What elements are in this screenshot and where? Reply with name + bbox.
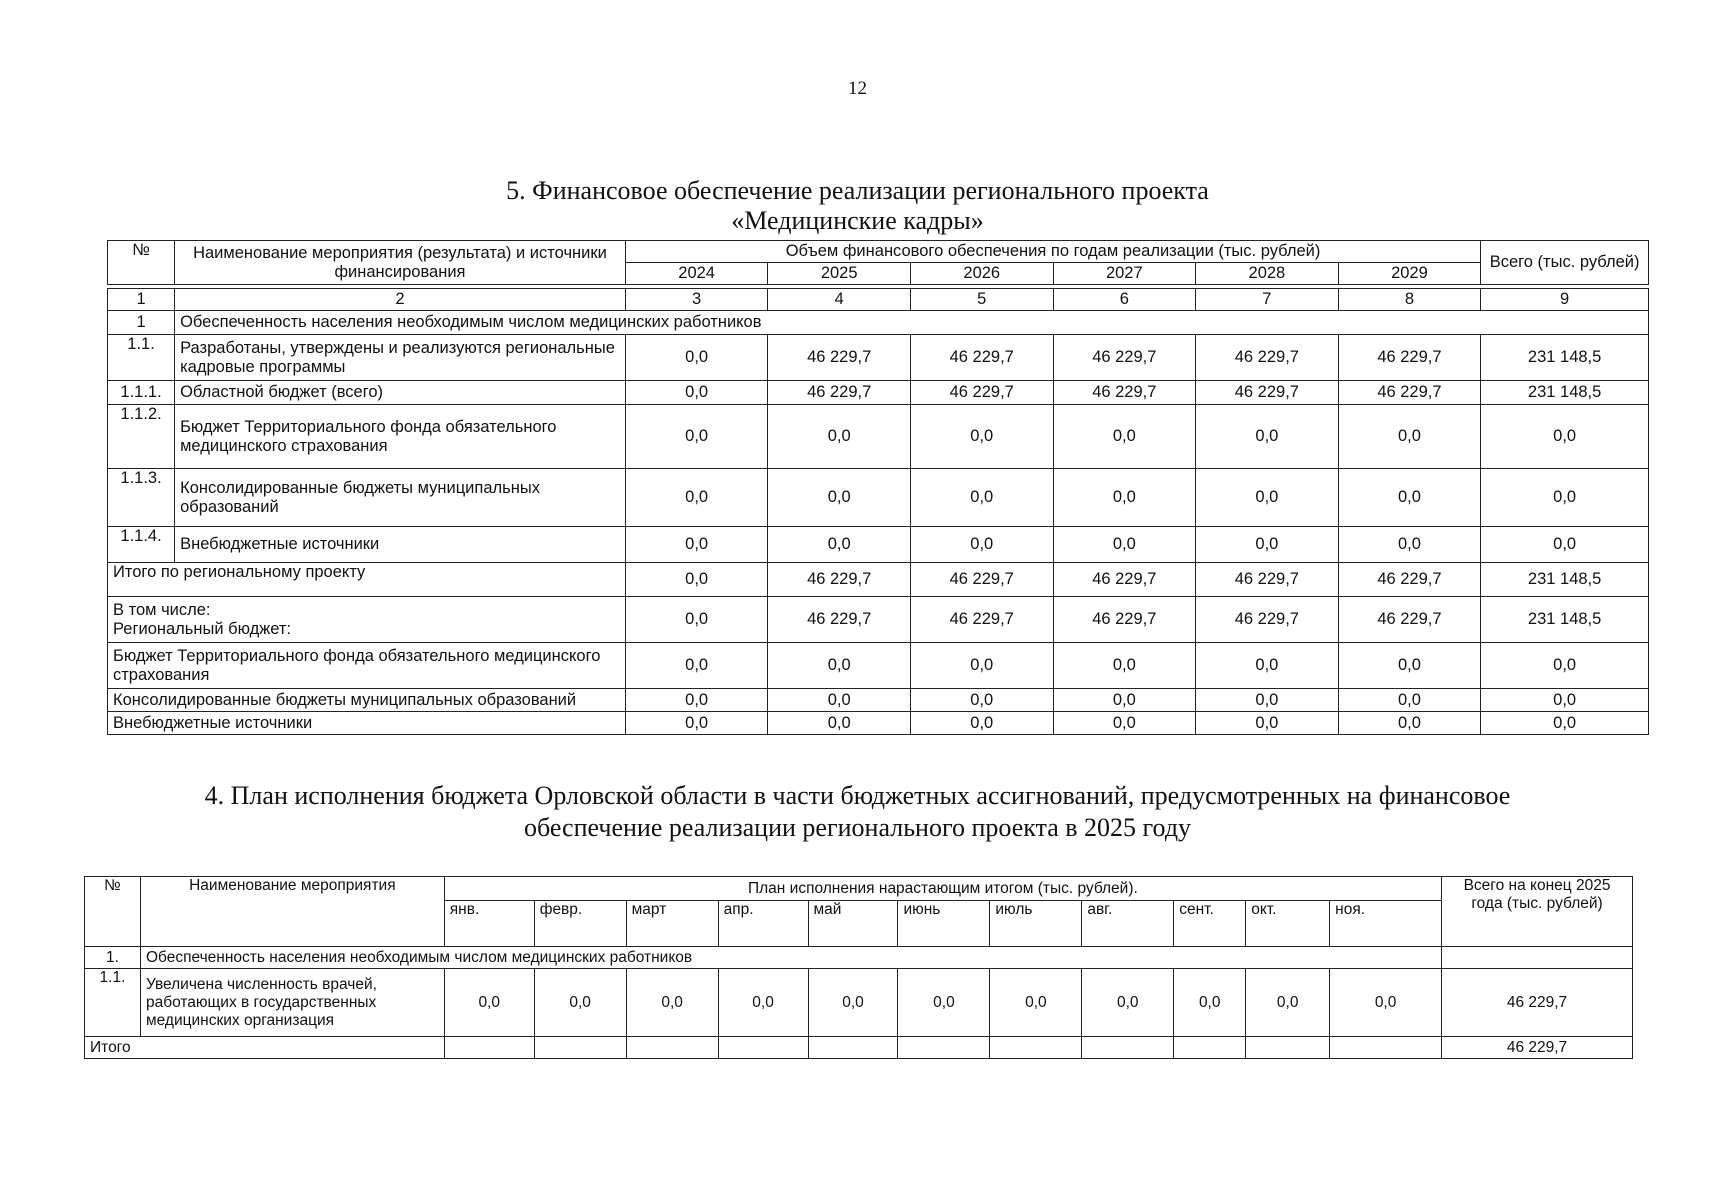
group-num: 1 (108, 311, 175, 335)
group-total-empty (1442, 947, 1633, 969)
row-value: 0,0 (1174, 969, 1246, 1037)
summary-value: 46 229,7 (910, 597, 1053, 643)
group-num: 1. (85, 947, 141, 969)
row-value: 46 229,7 (910, 335, 1053, 381)
row-value: 0,0 (1196, 527, 1339, 563)
col-number: 9 (1481, 289, 1649, 311)
row-total: 46 229,7 (1442, 969, 1633, 1037)
row-value: 0,0 (898, 969, 990, 1037)
row-value: 0,0 (910, 527, 1053, 563)
row-num: 1.1.1. (108, 381, 175, 405)
summary-name: Бюджет Территориального фонда обязательного медицинского страхования (108, 643, 626, 689)
summary-value: 0,0 (625, 689, 768, 712)
section5-title-line1: 5. Финансовое обеспечение реализации регионального проекта (506, 176, 1209, 205)
summary-value: 0,0 (1196, 643, 1339, 689)
row-name: Увеличена численность врачей, работающих в государственных медицинских организация (140, 969, 444, 1037)
summary-value: 46 229,7 (768, 597, 911, 643)
total-row (85, 1037, 1633, 1059)
total-empty (1330, 1037, 1442, 1059)
summary-value: 0,0 (1196, 689, 1339, 712)
total-empty (1082, 1037, 1174, 1059)
summary-row (108, 689, 1649, 712)
row-value: 0,0 (910, 469, 1053, 527)
row-value: 0,0 (534, 969, 626, 1037)
row-num: 1.1.4. (108, 527, 175, 563)
summary-name (108, 597, 626, 643)
header-month: июнь (898, 901, 990, 947)
header-plan: План исполнения нарастающим итогом (тыс. рублей). (444, 877, 1441, 901)
row-value: 0,0 (625, 527, 768, 563)
summary-value: 0,0 (910, 643, 1053, 689)
budget-plan-table (84, 876, 1633, 1059)
summary-value: 0,0 (1338, 689, 1481, 712)
header-name: Наименование мероприятия (результата) и источники финансирования (175, 241, 626, 285)
section4-title-line2: обеспечение реализации регионального проекта в 2025 году (523, 813, 1192, 842)
summary-value: 0,0 (768, 643, 911, 689)
row-num: 1.1.3. (108, 469, 175, 527)
header-year: 2025 (768, 263, 911, 285)
row-value: 0,0 (768, 527, 911, 563)
row-value: 0,0 (1053, 527, 1196, 563)
row-value: 0,0 (1338, 469, 1481, 527)
summary-value: 0,0 (1196, 712, 1339, 735)
group-name: Обеспеченность населения необходимым числом медицинских работников (140, 947, 1441, 969)
row-value: 0,0 (1196, 469, 1339, 527)
row-value: 0,0 (910, 405, 1053, 469)
header-total: Всего на конец 2025 года (тыс. рублей) (1442, 877, 1633, 947)
row-total: 231 148,5 (1481, 381, 1649, 405)
section4-title (0, 780, 1715, 844)
total-empty (626, 1037, 718, 1059)
total-empty (808, 1037, 898, 1059)
row-total: 0,0 (1481, 527, 1649, 563)
header-month: апр. (718, 901, 808, 947)
page-number: 12 (848, 78, 867, 99)
row-value: 0,0 (718, 969, 808, 1037)
row-value: 0,0 (1246, 969, 1330, 1037)
header-month: май (808, 901, 898, 947)
summary-value: 46 229,7 (1196, 563, 1339, 597)
row-value: 0,0 (1082, 969, 1174, 1037)
row-value: 0,0 (1196, 405, 1339, 469)
row-total: 0,0 (1481, 469, 1649, 527)
section5-title (0, 176, 1715, 236)
header-month: сент. (1174, 901, 1246, 947)
summary-name-line1: В том числе: (113, 600, 211, 619)
row-value: 46 229,7 (1196, 381, 1339, 405)
row-name: Разработаны, утверждены и реализуются региональные кадровые программы (175, 335, 626, 381)
summary-value: 0,0 (768, 689, 911, 712)
row-value: 0,0 (625, 381, 768, 405)
col-number: 7 (1196, 289, 1339, 311)
financing-table (107, 240, 1649, 735)
column-number-row (108, 289, 1649, 311)
total-empty (1246, 1037, 1330, 1059)
header-month: авг. (1082, 901, 1174, 947)
table-row (108, 381, 1649, 405)
summary-total: 231 148,5 (1481, 597, 1649, 643)
header-month: февр. (534, 901, 626, 947)
row-value: 0,0 (1338, 405, 1481, 469)
header-year: 2026 (910, 263, 1053, 285)
header-volume: Объем финансового обеспечения по годам реализации (тыс. рублей) (625, 241, 1480, 263)
summary-name: Консолидированные бюджеты муниципальных образований (108, 689, 626, 712)
row-total: 0,0 (1481, 405, 1649, 469)
summary-value: 0,0 (625, 563, 768, 597)
row-total: 231 148,5 (1481, 335, 1649, 381)
row-num: 1.1. (85, 969, 141, 1037)
total-empty (534, 1037, 626, 1059)
total-empty (1174, 1037, 1246, 1059)
header-year: 2029 (1338, 263, 1481, 285)
total-empty (990, 1037, 1082, 1059)
summary-value: 46 229,7 (1196, 597, 1339, 643)
header-year: 2028 (1196, 263, 1339, 285)
header-month: янв. (444, 901, 534, 947)
row-value: 0,0 (626, 969, 718, 1037)
row-value: 0,0 (625, 469, 768, 527)
summary-value: 0,0 (625, 643, 768, 689)
summary-value: 0,0 (768, 712, 911, 735)
summary-value: 46 229,7 (1338, 597, 1481, 643)
row-value: 0,0 (1330, 969, 1442, 1037)
row-value: 0,0 (1053, 405, 1196, 469)
summary-value: 46 229,7 (1053, 597, 1196, 643)
col-number: 4 (768, 289, 911, 311)
row-value: 0,0 (1053, 469, 1196, 527)
summary-row (108, 563, 1649, 597)
row-num: 1.1. (108, 335, 175, 381)
row-value: 0,0 (768, 469, 911, 527)
row-value: 0,0 (1338, 527, 1481, 563)
total-empty (444, 1037, 534, 1059)
row-value: 46 229,7 (1053, 335, 1196, 381)
col-number: 3 (625, 289, 768, 311)
total-label: Итого (85, 1037, 445, 1059)
summary-name: Внебюджетные источники (108, 712, 626, 735)
total-value: 46 229,7 (1442, 1037, 1633, 1059)
summary-row (108, 712, 1649, 735)
summary-name-line2: Региональный бюджет: (113, 619, 292, 638)
summary-value: 0,0 (910, 689, 1053, 712)
summary-total: 231 148,5 (1481, 563, 1649, 597)
section5-title-line2: «Медицинские кадры» (731, 206, 984, 235)
summary-value: 0,0 (1338, 643, 1481, 689)
group-row (108, 311, 1649, 335)
summary-total: 0,0 (1481, 712, 1649, 735)
col-number: 5 (910, 289, 1053, 311)
summary-row (108, 597, 1649, 643)
table-row (108, 527, 1649, 563)
row-value: 0,0 (990, 969, 1082, 1037)
row-value: 0,0 (768, 405, 911, 469)
group-name: Обеспеченность населения необходимым числом медицинских работников (175, 311, 1649, 335)
header-num: № (108, 241, 175, 285)
row-value: 46 229,7 (910, 381, 1053, 405)
row-value: 0,0 (444, 969, 534, 1037)
summary-row (108, 643, 1649, 689)
row-name: Областной бюджет (всего) (175, 381, 626, 405)
row-value: 46 229,7 (768, 381, 911, 405)
summary-value: 46 229,7 (910, 563, 1053, 597)
header-month: окт. (1246, 901, 1330, 947)
col-number: 1 (108, 289, 175, 311)
total-empty (718, 1037, 808, 1059)
row-value: 0,0 (625, 335, 768, 381)
row-value: 46 229,7 (1338, 381, 1481, 405)
header-total: Всего (тыс. рублей) (1481, 241, 1649, 285)
row-name: Консолидированные бюджеты муниципальных образований (175, 469, 626, 527)
col-number: 6 (1053, 289, 1196, 311)
summary-value: 0,0 (625, 597, 768, 643)
group-row (85, 947, 1633, 969)
row-name: Бюджет Территориального фонда обязательного медицинского страхования (175, 405, 626, 469)
row-num: 1.1.2. (108, 405, 175, 469)
summary-value: 0,0 (1053, 712, 1196, 735)
table-row (85, 969, 1633, 1037)
summary-value: 46 229,7 (768, 563, 911, 597)
summary-total: 0,0 (1481, 689, 1649, 712)
header-year: 2024 (625, 263, 768, 285)
row-value: 46 229,7 (1053, 381, 1196, 405)
header-num: № (85, 877, 141, 947)
col-number: 2 (175, 289, 626, 311)
header-name: Наименование мероприятия (140, 877, 444, 947)
summary-value: 0,0 (1053, 689, 1196, 712)
total-empty (898, 1037, 990, 1059)
summary-value: 0,0 (910, 712, 1053, 735)
header-month: март (626, 901, 718, 947)
summary-value: 46 229,7 (1338, 563, 1481, 597)
table-row (108, 335, 1649, 381)
table-row (108, 405, 1649, 469)
summary-total: 0,0 (1481, 643, 1649, 689)
header-month: июль (990, 901, 1082, 947)
row-value: 46 229,7 (1196, 335, 1339, 381)
summary-name: Итого по региональному проекту (108, 563, 626, 597)
header-month: ноя. (1330, 901, 1442, 947)
section4-title-line1: 4. План исполнения бюджета Орловской области в части бюджетных ассигнований, предусмотренных на финансовое (204, 781, 1511, 810)
header-year: 2027 (1053, 263, 1196, 285)
row-value: 46 229,7 (768, 335, 911, 381)
row-value: 0,0 (625, 405, 768, 469)
col-number: 8 (1338, 289, 1481, 311)
row-value: 46 229,7 (1338, 335, 1481, 381)
table-row (108, 469, 1649, 527)
row-value: 0,0 (808, 969, 898, 1037)
summary-value: 0,0 (1053, 643, 1196, 689)
row-name: Внебюджетные источники (175, 527, 626, 563)
summary-value: 46 229,7 (1053, 563, 1196, 597)
summary-value: 0,0 (625, 712, 768, 735)
summary-value: 0,0 (1338, 712, 1481, 735)
